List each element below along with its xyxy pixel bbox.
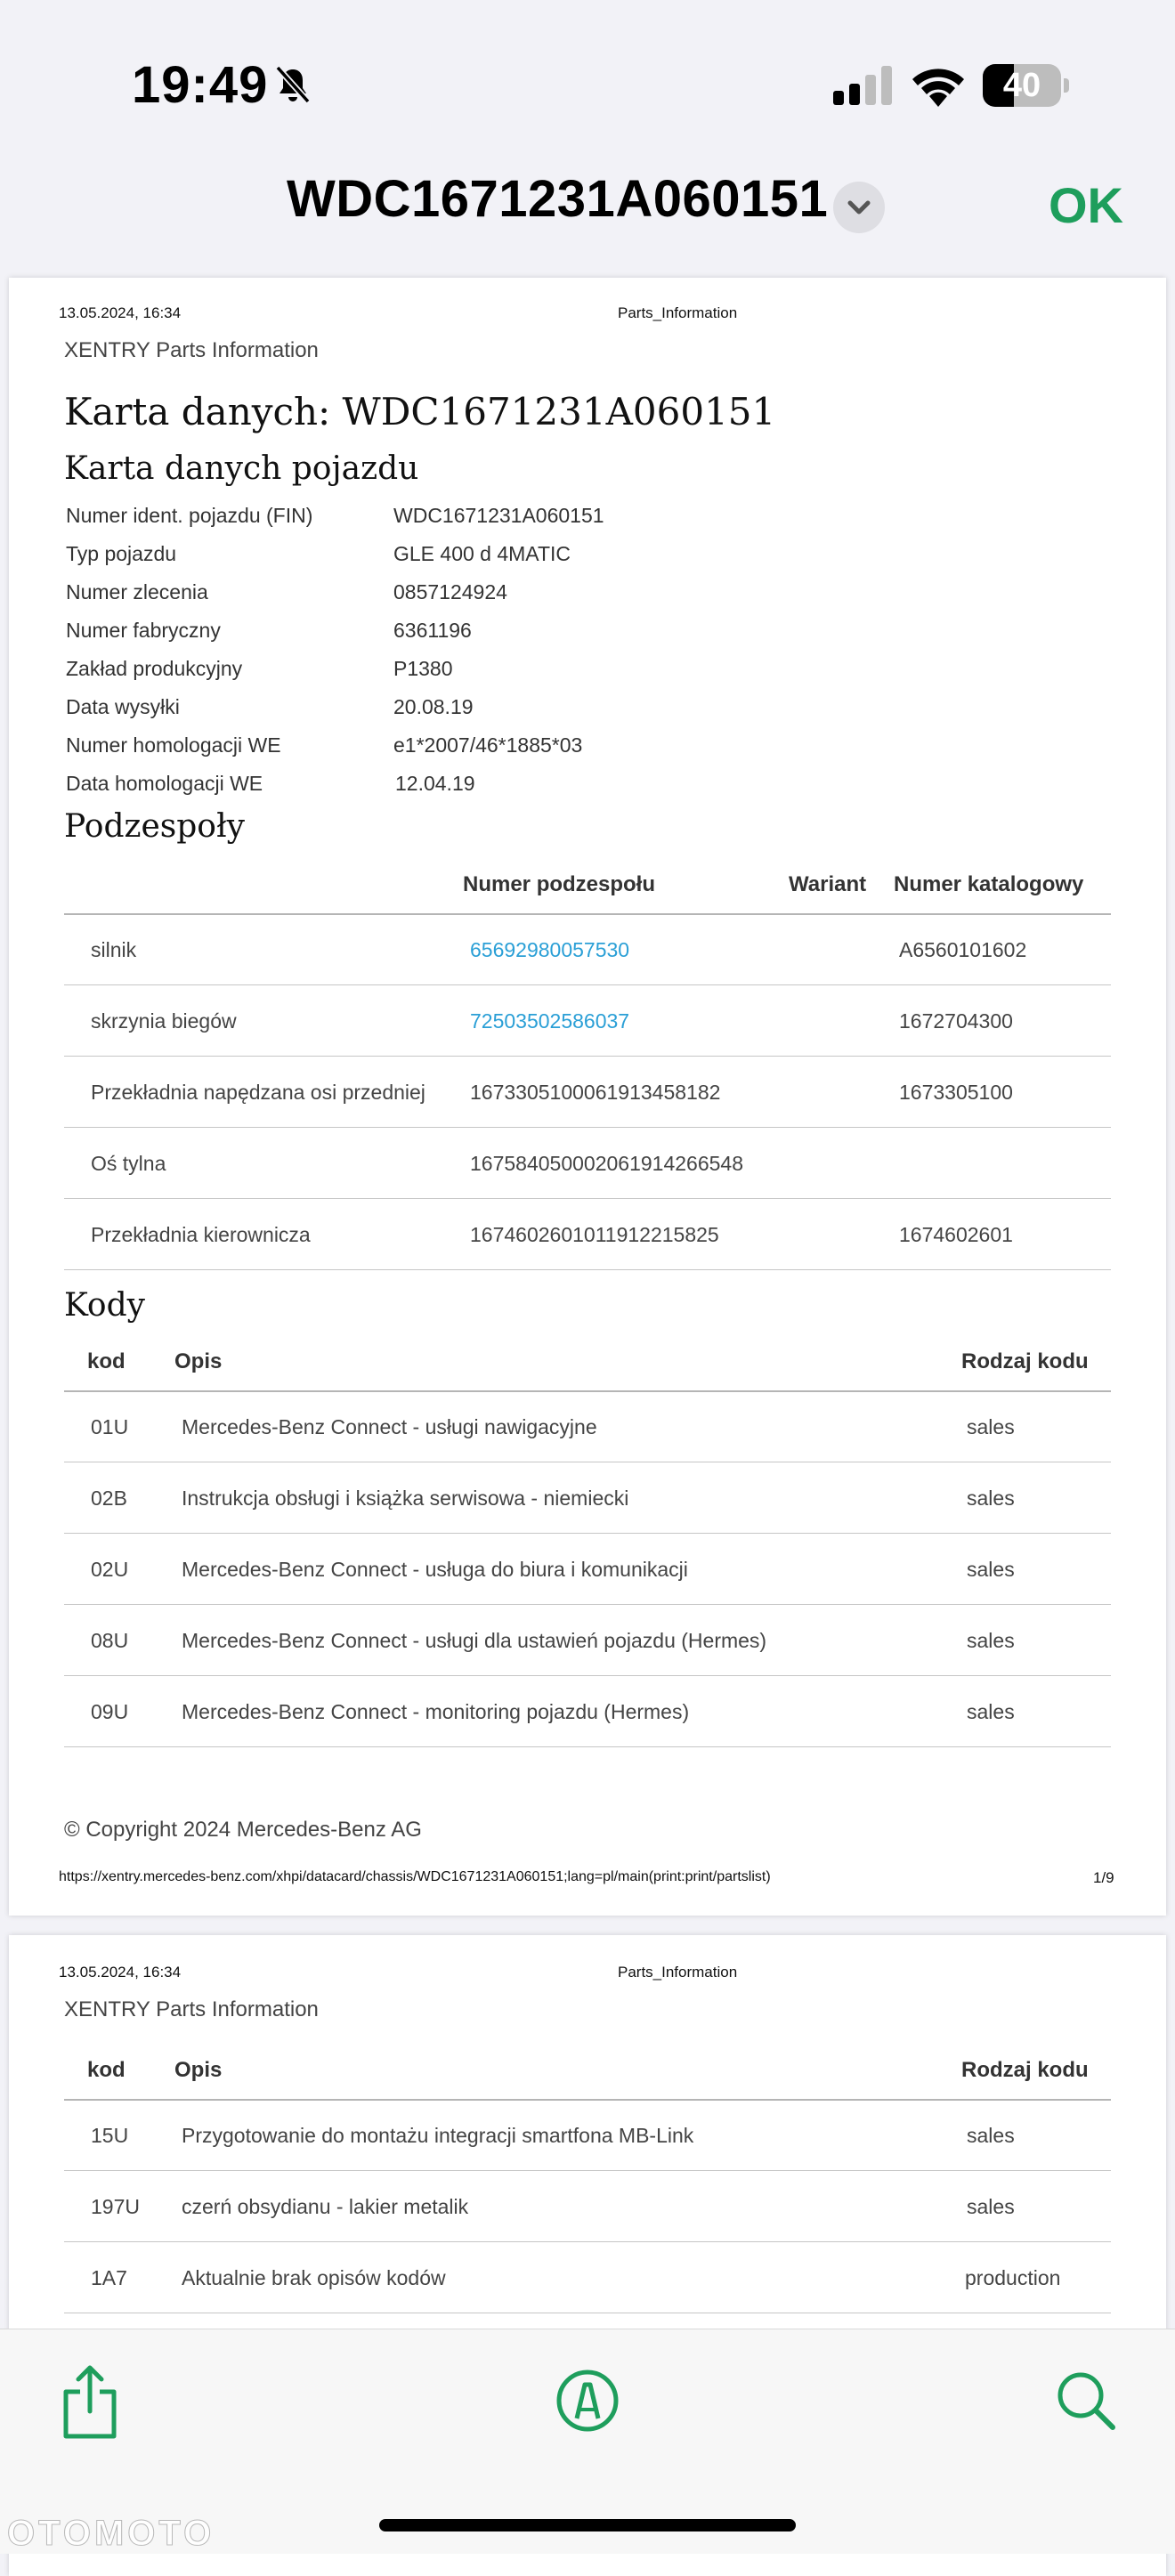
component-name: Przekładnia napędzana osi przedniej [91, 1081, 425, 1104]
vehicle-value: 12.04.19 [395, 772, 475, 795]
brand-header: XENTRY Parts Information [64, 338, 319, 362]
pdf-page-1 [9, 278, 1166, 1916]
code-type: production [965, 2266, 1061, 2289]
print-doc-title: Parts_Information [618, 304, 738, 321]
code-description: Aktualnie brak opisów kodów [182, 2266, 446, 2289]
component-number: 1674602601011912215825 [470, 1223, 719, 1246]
codes-section-heading: Kody [64, 1287, 145, 1324]
watermark-logo: OTOMOTO [7, 2514, 215, 2553]
components-section-heading: Podzespoły [64, 808, 245, 845]
code-id: 1A7 [91, 2266, 127, 2289]
vehicle-label: Typ pojazdu [66, 542, 177, 565]
print-date: 13.05.2024, 16:34 [59, 304, 182, 321]
markup-icon[interactable] [555, 2369, 620, 2433]
code-id: 197U [91, 2195, 140, 2218]
code-id: 01U [91, 1415, 129, 1438]
print-doc-title: Parts_Information [618, 1964, 738, 1981]
ok-button[interactable]: OK [1049, 177, 1123, 233]
share-icon[interactable] [59, 2363, 121, 2440]
vehicle-section-heading: Karta danych pojazdu [64, 450, 419, 487]
code-description: Mercedes-Benz Connect - usługa do biura i komunikacji [182, 1558, 688, 1581]
component-name: skrzynia biegów [91, 1009, 237, 1033]
code-type: sales [967, 1558, 1015, 1581]
code-type: sales [967, 1486, 1015, 1510]
component-number: 1673305100061913458182 [470, 1081, 721, 1104]
column-header: Rodzaj kodu [961, 1349, 1089, 1373]
vehicle-label: Data homologacji WE [66, 772, 263, 795]
page-number: 1/9 [1093, 1869, 1114, 1886]
column-header: Numer katalogowy [894, 872, 1084, 896]
search-icon[interactable] [1054, 2369, 1118, 2433]
vehicle-label: Zakład produkcyjny [66, 657, 243, 680]
print-date: 13.05.2024, 16:34 [59, 1964, 182, 1981]
vehicle-label: Numer homologacji WE [66, 733, 281, 757]
copyright: © Copyright 2024 Mercedes-Benz AG [64, 1818, 422, 1842]
vehicle-label: Numer fabryczny [66, 619, 221, 642]
code-description: czerń obsydianu - lakier metalik [182, 2195, 469, 2218]
print-url: https://xentry.mercedes-benz.com/xhpi/datacard/chassis/WDC1671231A060151;lang=pl/main(print:print/partslist) [59, 1869, 771, 1884]
status-bar [0, 0, 1175, 160]
component-name: Przekładnia kierownicza [91, 1223, 311, 1246]
status-time: 19:49 [132, 56, 269, 114]
code-type: sales [967, 1415, 1015, 1438]
code-description: Mercedes-Benz Connect - usługi dla ustawień pojazdu (Hermes) [182, 1629, 767, 1652]
code-type: sales [967, 2124, 1015, 2147]
vehicle-label: Numer zlecenia [66, 580, 208, 603]
cellular-signal-icon [833, 66, 894, 105]
code-description: Instrukcja obsługi i książka serwisowa - niemiecki [182, 1486, 629, 1510]
code-type: sales [967, 1700, 1015, 1723]
code-type: sales [967, 1629, 1015, 1652]
component-number: 167584050002061914266548 [470, 1152, 743, 1175]
code-description: Przygotowanie do montażu integracji smartfona MB-Link [182, 2124, 694, 2147]
column-header: Numer podzespołu [463, 872, 656, 896]
column-header: Wariant [789, 872, 867, 896]
vehicle-value: 20.08.19 [393, 695, 474, 718]
battery-indicator [983, 64, 1068, 107]
column-header: Opis [174, 1349, 223, 1373]
bell-muted-icon [272, 64, 313, 105]
component-number-link[interactable]: 72503502586037 [470, 1009, 630, 1033]
vehicle-value: GLE 400 d 4MATIC [393, 542, 571, 565]
chevron-down-icon [833, 182, 885, 233]
column-header: kod [87, 1349, 126, 1373]
column-header: Opis [174, 2058, 223, 2082]
code-type: sales [967, 2195, 1015, 2218]
home-indicator[interactable] [379, 2519, 796, 2531]
title-menu-button[interactable] [833, 182, 885, 233]
vehicle-value: WDC1671231A060151 [393, 504, 604, 527]
column-header: kod [87, 2058, 126, 2082]
vehicle-label: Data wysyłki [66, 695, 180, 718]
code-description: Mercedes-Benz Connect - monitoring pojazdu (Hermes) [182, 1700, 690, 1723]
code-id: 15U [91, 2124, 129, 2147]
component-catalog: A6560101602 [899, 938, 1027, 961]
document-title: WDC1671231A060151 [287, 170, 829, 228]
vehicle-value: 0857124924 [393, 580, 507, 603]
vehicle-value: e1*2007/46*1885*03 [393, 733, 583, 757]
wifi-icon [910, 62, 967, 107]
battery-level: 40 [1002, 67, 1041, 104]
vehicle-label: Numer ident. pojazdu (FIN) [66, 504, 313, 527]
component-name: Oś tylna [91, 1152, 166, 1175]
vehicle-value: P1380 [393, 657, 453, 680]
page-heading: Karta danych: WDC1671231A060151 [64, 390, 776, 433]
component-name: silnik [91, 938, 137, 961]
code-id: 02U [91, 1558, 129, 1581]
code-id: 02B [91, 1486, 127, 1510]
component-number-link[interactable]: 65692980057530 [470, 938, 630, 961]
component-catalog: 1672704300 [899, 1009, 1013, 1033]
vehicle-value: 6361196 [393, 619, 472, 642]
component-catalog: 1673305100 [899, 1081, 1013, 1104]
code-id: 09U [91, 1700, 129, 1723]
code-id: 08U [91, 1629, 129, 1652]
code-description: Mercedes-Benz Connect - usługi nawigacyjne [182, 1415, 597, 1438]
brand-header: XENTRY Parts Information [64, 1997, 319, 2021]
column-header: Rodzaj kodu [961, 2058, 1089, 2082]
component-catalog: 1674602601 [899, 1223, 1013, 1246]
